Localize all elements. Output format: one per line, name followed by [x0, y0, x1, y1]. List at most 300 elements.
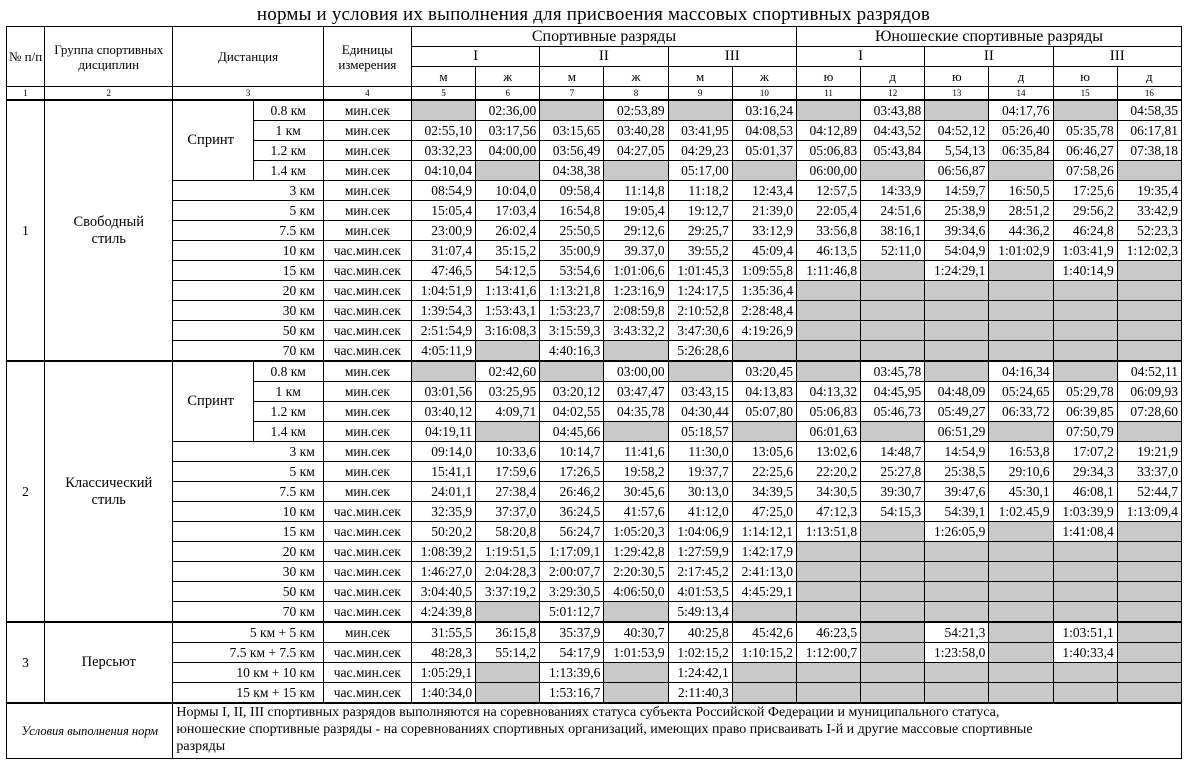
norm-value: 31:07,4 [411, 241, 475, 261]
norm-value [1117, 321, 1181, 341]
norm-value [604, 602, 668, 623]
norm-value: 15:05,4 [411, 201, 475, 221]
norm-value [604, 683, 668, 704]
discipline-group: Классический стиль [45, 361, 173, 622]
column-number: 11 [796, 87, 860, 101]
units-cell: мин.сек [323, 442, 411, 462]
sprint-label: Спринт [173, 100, 253, 181]
norm-value: 45:42,6 [732, 622, 796, 643]
distance-cell: 1.2 км [253, 141, 323, 161]
norm-value: 38:16,1 [861, 221, 925, 241]
norm-value: 1:02:15,2 [668, 643, 732, 663]
norm-value: 06:35,84 [989, 141, 1053, 161]
norm-value: 24:01,1 [411, 482, 475, 502]
norm-value [861, 522, 925, 542]
norm-value: 03:41,95 [668, 121, 732, 141]
norm-value: 31:55,5 [411, 622, 475, 643]
norm-value: 1:53:43,1 [476, 301, 540, 321]
norm-value: 03:56,49 [540, 141, 604, 161]
norm-value [925, 301, 989, 321]
norm-value [1117, 422, 1181, 442]
units-cell: мин.сек [323, 622, 411, 643]
norm-value: 04:29,23 [668, 141, 732, 161]
table-row [7, 281, 1182, 301]
norm-value [1117, 161, 1181, 181]
norm-value: 23:00,9 [411, 221, 475, 241]
norm-value: 03:17,56 [476, 121, 540, 141]
distance-cell: 1.2 км [253, 402, 323, 422]
norm-value: 36:15,8 [476, 622, 540, 643]
norm-value: 2:41:13,0 [732, 562, 796, 582]
table-row [7, 241, 1182, 261]
norm-value: 45:09,4 [732, 241, 796, 261]
norm-value [476, 341, 540, 362]
norm-value: 06:39,85 [1053, 402, 1117, 422]
norm-value [989, 663, 1053, 683]
norm-value: 1:42:17,9 [732, 542, 796, 562]
distance-cell: 10 км [173, 502, 323, 522]
table-row [7, 201, 1182, 221]
norm-value [925, 602, 989, 623]
norm-value [540, 100, 604, 121]
norm-value: 14:54,9 [925, 442, 989, 462]
norm-value: 02:42,60 [476, 361, 540, 382]
norm-value [925, 582, 989, 602]
units-cell: час.мин.сек [323, 301, 411, 321]
norm-value [1117, 582, 1181, 602]
column-number: 7 [540, 87, 604, 101]
norm-value: 19:21,9 [1117, 442, 1181, 462]
norm-value: 25:38,9 [925, 201, 989, 221]
norm-value: 4:19:26,9 [732, 321, 796, 341]
norm-value: 04:48,09 [925, 382, 989, 402]
sprint-label: Спринт [173, 361, 253, 442]
norm-value [1117, 663, 1181, 683]
norm-value: 1:39:54,3 [411, 301, 475, 321]
norm-value: 47:12,3 [796, 502, 860, 522]
norm-value: 2:08:59,8 [604, 301, 668, 321]
norm-value [796, 301, 860, 321]
norm-value: 1:08:39,2 [411, 542, 475, 562]
norm-value: 48:28,3 [411, 643, 475, 663]
norm-value [732, 341, 796, 362]
norm-value [476, 683, 540, 704]
norm-value: 22:05,4 [796, 201, 860, 221]
norm-value [796, 663, 860, 683]
distance-cell: 50 км [173, 582, 323, 602]
norm-value: 19:37,7 [668, 462, 732, 482]
norm-value: 05:46,73 [861, 402, 925, 422]
norm-value: 3:43:32,2 [604, 321, 668, 341]
norm-value: 1:40:34,0 [411, 683, 475, 704]
norm-value: 1:40:33,4 [1053, 643, 1117, 663]
norm-value: 1:29:42,8 [604, 542, 668, 562]
norm-value [989, 643, 1053, 663]
column-number: 2 [45, 87, 173, 101]
norm-value [1053, 281, 1117, 301]
table-row [7, 261, 1182, 281]
norm-value: 04:19,11 [411, 422, 475, 442]
distance-cell: 1.4 км [253, 422, 323, 442]
norm-value [1117, 643, 1181, 663]
units-cell: час.мин.сек [323, 582, 411, 602]
norm-value: 29:12,6 [604, 221, 668, 241]
norm-value: 12:57,5 [796, 181, 860, 201]
norm-value: 46:13,5 [796, 241, 860, 261]
norm-value: 24:51,6 [861, 201, 925, 221]
norm-value: 21:39,0 [732, 201, 796, 221]
norm-value: 14:48,7 [861, 442, 925, 462]
units-cell: мин.сек [323, 181, 411, 201]
norm-value [861, 281, 925, 301]
norm-value: 04:02,55 [540, 402, 604, 422]
norm-value: 41:12,0 [668, 502, 732, 522]
units-cell: мин.сек [323, 422, 411, 442]
norm-value: 04:45,66 [540, 422, 604, 442]
header-youth-rank-1: I [796, 47, 924, 67]
footer-label: Условия выполнения норм [7, 703, 173, 759]
norm-value: 02:36,00 [476, 100, 540, 121]
distance-cell: 1.4 км [253, 161, 323, 181]
norm-value [1117, 562, 1181, 582]
norm-value: 1:12:00,7 [796, 643, 860, 663]
norm-value [925, 321, 989, 341]
column-number: 9 [668, 87, 732, 101]
norm-value: 54:12,5 [476, 261, 540, 281]
norm-value: 40:30,7 [604, 622, 668, 643]
units-cell: мин.сек [323, 402, 411, 422]
norm-value [732, 422, 796, 442]
norm-value: 58:20,8 [476, 522, 540, 542]
column-number: 4 [323, 87, 411, 101]
norm-value: 5,54,13 [925, 141, 989, 161]
norm-value: 11:18,2 [668, 181, 732, 201]
norm-value: 41:57,6 [604, 502, 668, 522]
norm-value: 2:20:30,5 [604, 562, 668, 582]
norm-value [925, 341, 989, 362]
norm-value: 04:52,11 [1117, 361, 1181, 382]
norm-value [1117, 261, 1181, 281]
norm-value: 06:00,00 [796, 161, 860, 181]
norm-value: 2:11:40,3 [668, 683, 732, 704]
norm-value [989, 683, 1053, 704]
norm-value: 55:14,2 [476, 643, 540, 663]
norm-value: 1:12:02,3 [1117, 241, 1181, 261]
norm-value: 1:40:14,9 [1053, 261, 1117, 281]
units-cell: мин.сек [323, 201, 411, 221]
norm-value: 3:37:19,2 [476, 582, 540, 602]
table-row [7, 100, 1182, 121]
table-row [7, 663, 1182, 683]
norm-value: 1:46:27,0 [411, 562, 475, 582]
norm-value: 52:23,3 [1117, 221, 1181, 241]
norm-value: 54:21,3 [925, 622, 989, 643]
norm-value: 04:30,44 [668, 402, 732, 422]
norm-value: 3:04:40,5 [411, 582, 475, 602]
norm-value [989, 281, 1053, 301]
norm-value [861, 622, 925, 643]
norm-value: 16:53,8 [989, 442, 1053, 462]
units-cell: час.мин.сек [323, 602, 411, 623]
norm-value: 56:24,7 [540, 522, 604, 542]
norm-value: 05:35,78 [1053, 121, 1117, 141]
norm-value [1117, 281, 1181, 301]
units-cell: мин.сек [323, 161, 411, 181]
table-row [7, 602, 1182, 623]
norm-value [861, 683, 925, 704]
column-numbers-row [7, 87, 1182, 101]
distance-cell: 1 км [253, 382, 323, 402]
norm-value: 08:54,9 [411, 181, 475, 201]
norm-value: 06:01,63 [796, 422, 860, 442]
norm-value: 26:46,2 [540, 482, 604, 502]
norm-value: 07:58,26 [1053, 161, 1117, 181]
norm-value: 2:17:45,2 [668, 562, 732, 582]
header-rank-2: II [540, 47, 668, 67]
norm-value: 03:20,12 [540, 382, 604, 402]
units-cell: час.мин.сек [323, 542, 411, 562]
norm-value [476, 602, 540, 623]
norm-value: 14:33,9 [861, 181, 925, 201]
norm-value [1117, 622, 1181, 643]
norm-value: 35:37,9 [540, 622, 604, 643]
norm-value [925, 683, 989, 704]
norm-value: 02:55,10 [411, 121, 475, 141]
norm-value: 1:01:53,9 [604, 643, 668, 663]
norm-value: 15:41,1 [411, 462, 475, 482]
norm-value: 05:07,80 [732, 402, 796, 422]
norm-value: 14:59,7 [925, 181, 989, 201]
norm-value: 03:43,88 [861, 100, 925, 121]
norm-value: 52:44,7 [1117, 482, 1181, 502]
distance-cell: 3 км [173, 442, 323, 462]
norm-value: 03:00,00 [604, 361, 668, 382]
norm-value [925, 663, 989, 683]
norm-value [411, 100, 475, 121]
norm-value: 54:15,3 [861, 502, 925, 522]
norm-value [861, 562, 925, 582]
units-cell: мин.сек [323, 361, 411, 382]
table-row [7, 301, 1182, 321]
norm-value: 36:24,5 [540, 502, 604, 522]
norm-value: 1:24:42,1 [668, 663, 732, 683]
norm-value: 04:45,95 [861, 382, 925, 402]
norm-value [989, 261, 1053, 281]
norm-value [796, 341, 860, 362]
norm-value: 06:51,29 [925, 422, 989, 442]
norm-value: 4:01:53,5 [668, 582, 732, 602]
norm-value: 4:45:29,1 [732, 582, 796, 602]
norm-value: 33:56,8 [796, 221, 860, 241]
norm-value: 17:07,2 [1053, 442, 1117, 462]
norm-value: 54:39,1 [925, 502, 989, 522]
norm-value: 04:52,12 [925, 121, 989, 141]
norm-value [1053, 542, 1117, 562]
norm-value: 39:34,6 [925, 221, 989, 241]
norm-value: 4:05:11,9 [411, 341, 475, 362]
norm-value: 04:16,34 [989, 361, 1053, 382]
norm-value: 04:27,05 [604, 141, 668, 161]
norm-value [925, 281, 989, 301]
norm-value: 1:05:20,3 [604, 522, 668, 542]
norm-value [1053, 361, 1117, 382]
norm-value: 22:25,6 [732, 462, 796, 482]
norm-value: 17:25,6 [1053, 181, 1117, 201]
distance-cell: 15 км + 15 км [173, 683, 323, 704]
norm-value [989, 582, 1053, 602]
norm-value [1053, 683, 1117, 704]
table-row [7, 582, 1182, 602]
units-cell: час.мин.сек [323, 562, 411, 582]
table-row [7, 683, 1182, 704]
norm-value: 03:01,56 [411, 382, 475, 402]
norm-value [861, 643, 925, 663]
units-cell: час.мин.сек [323, 643, 411, 663]
units-cell: мин.сек [323, 382, 411, 402]
norm-value: 03:45,78 [861, 361, 925, 382]
header-youth-rank-3: III [1053, 47, 1181, 67]
norm-value: 1:17:09,1 [540, 542, 604, 562]
distance-cell: 70 км [173, 341, 323, 362]
discipline-group: Свободный стиль [45, 100, 173, 361]
norm-value [861, 161, 925, 181]
norm-value: 2:28:48,4 [732, 301, 796, 321]
norm-value: 5:49:13,4 [668, 602, 732, 623]
norm-value: 35:15,2 [476, 241, 540, 261]
norm-value: 06:17,81 [1117, 121, 1181, 141]
distance-cell: 30 км [173, 301, 323, 321]
norm-value [796, 562, 860, 582]
norm-value [732, 602, 796, 623]
norm-value: 03:32,23 [411, 141, 475, 161]
norm-value [1117, 301, 1181, 321]
norm-value: 06:46,27 [1053, 141, 1117, 161]
norm-value [1053, 602, 1117, 623]
distance-cell: 5 км + 5 км [173, 622, 323, 643]
column-number: 14 [989, 87, 1053, 101]
header-women: ж [476, 67, 540, 87]
norm-value: 11:30,0 [668, 442, 732, 462]
norm-value: 3:15:59,3 [540, 321, 604, 341]
norm-value: 05:06,83 [796, 402, 860, 422]
norm-value: 33:12,9 [732, 221, 796, 241]
distance-cell: 5 км [173, 462, 323, 482]
norm-value: 45:30,1 [989, 482, 1053, 502]
norm-value: 4:06:50,0 [604, 582, 668, 602]
column-number: 1 [7, 87, 45, 101]
column-number: 6 [476, 87, 540, 101]
norm-value [604, 422, 668, 442]
norm-value: 3:16:08,3 [476, 321, 540, 341]
norm-value: 53:54,6 [540, 261, 604, 281]
norm-value: 1:01:02,9 [989, 241, 1053, 261]
distance-cell: 0.8 км [253, 100, 323, 121]
norm-value: 27:38,4 [476, 482, 540, 502]
norm-value: 29:10,6 [989, 462, 1053, 482]
norm-value: 1:41:08,4 [1053, 522, 1117, 542]
norm-value: 17:59,6 [476, 462, 540, 482]
norm-value [476, 161, 540, 181]
norm-value: 05:29,78 [1053, 382, 1117, 402]
section-number: 2 [7, 361, 45, 622]
norm-value: 1:01:45,3 [668, 261, 732, 281]
norm-value: 16:50,5 [989, 181, 1053, 201]
header-number: № п/п [7, 27, 45, 87]
norm-value: 1:13:51,8 [796, 522, 860, 542]
norm-value: 03:20,45 [732, 361, 796, 382]
norm-value: 04:58,35 [1117, 100, 1181, 121]
norm-value: 1:14:12,1 [732, 522, 796, 542]
norm-value: 05:18,57 [668, 422, 732, 442]
norm-value: 03:16,24 [732, 100, 796, 121]
norm-value: 4:09,71 [476, 402, 540, 422]
norm-value [925, 100, 989, 121]
header-distance: Дистанция [173, 27, 323, 87]
norm-value [796, 321, 860, 341]
distance-cell: 15 км [173, 261, 323, 281]
norm-value: 39:30,7 [861, 482, 925, 502]
norm-value [861, 422, 925, 442]
norm-value [989, 542, 1053, 562]
units-cell: мин.сек [323, 100, 411, 121]
table-row [7, 321, 1182, 341]
norm-value [1117, 542, 1181, 562]
norm-value: 17:26,5 [540, 462, 604, 482]
norm-value [989, 622, 1053, 643]
units-cell: час.мин.сек [323, 663, 411, 683]
norm-value [1053, 562, 1117, 582]
table-row [7, 361, 1182, 382]
norm-value [1117, 522, 1181, 542]
norm-value: 1:09:55,8 [732, 261, 796, 281]
norm-value: 54:17,9 [540, 643, 604, 663]
distance-cell: 50 км [173, 321, 323, 341]
norm-value: 04:13,83 [732, 382, 796, 402]
norm-value [1117, 602, 1181, 623]
footer-line: Нормы I, II, III спортивных разрядов выполняются на соревнованиях статуса субъекта Российской Федерации и муниципального статуса, [176, 705, 1000, 720]
norm-value: 04:00,00 [476, 141, 540, 161]
norm-value: 13:02,6 [796, 442, 860, 462]
norm-value: 40:25,8 [668, 622, 732, 643]
norm-value: 1:10:15,2 [732, 643, 796, 663]
units-cell: час.мин.сек [323, 683, 411, 704]
norm-value: 17:03,4 [476, 201, 540, 221]
norm-value [989, 321, 1053, 341]
norm-value: 09:58,4 [540, 181, 604, 201]
norm-value: 1:24:29,1 [925, 261, 989, 281]
norm-value [989, 341, 1053, 362]
table-row [7, 502, 1182, 522]
norm-value: 1:03:41,9 [1053, 241, 1117, 261]
norm-value: 04:38,38 [540, 161, 604, 181]
norm-value: 16:54,8 [540, 201, 604, 221]
norm-value: 33:42,9 [1117, 201, 1181, 221]
norm-value: 2:00:07,7 [540, 562, 604, 582]
header-girls: д [1117, 67, 1181, 87]
norm-value: 4:40:16,3 [540, 341, 604, 362]
norm-value: 03:25,95 [476, 382, 540, 402]
norm-value [989, 602, 1053, 623]
norm-value [604, 341, 668, 362]
distance-cell: 7.5 км + 7.5 км [173, 643, 323, 663]
norm-value: 04:17,76 [989, 100, 1053, 121]
table-row [7, 221, 1182, 241]
norm-value: 1:13:41,6 [476, 281, 540, 301]
header-sport-ranks: Спортивные разряды [411, 27, 796, 47]
norm-value: 30:45,6 [604, 482, 668, 502]
distance-cell: 15 км [173, 522, 323, 542]
footer-row [7, 703, 1182, 759]
